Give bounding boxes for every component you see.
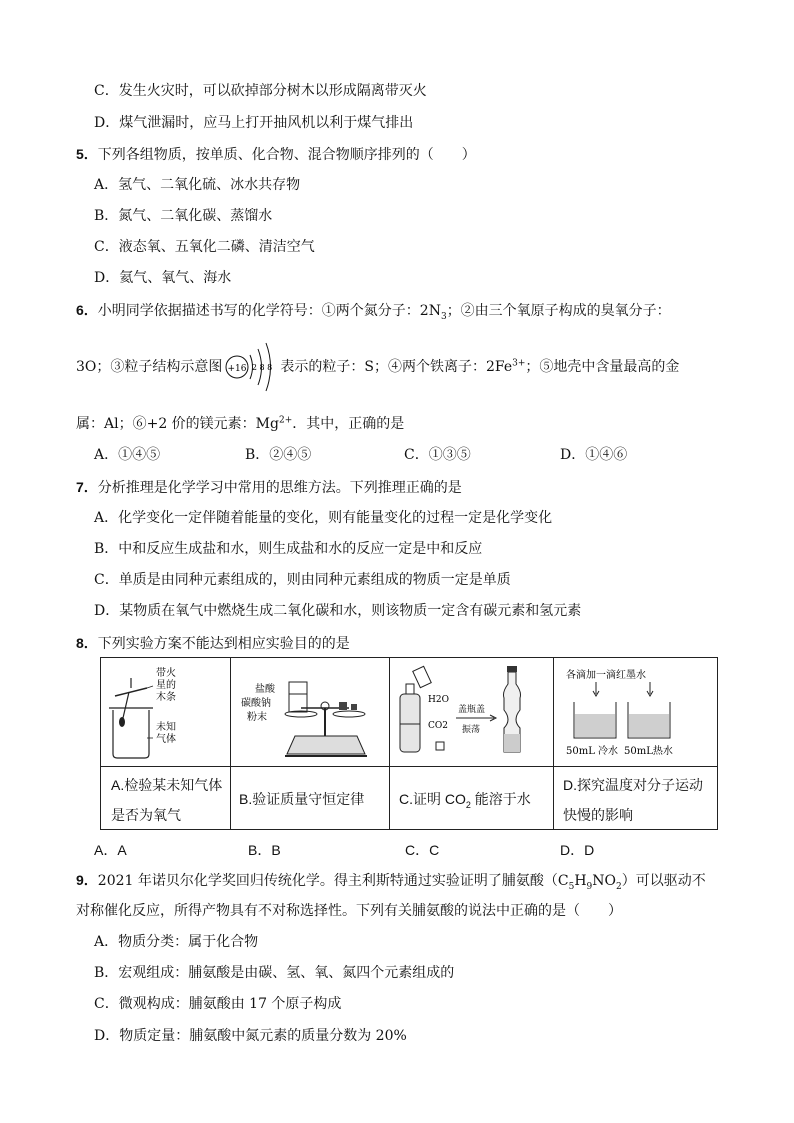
cell-a-line: 是否为氧气	[111, 807, 181, 823]
q6-text: ．其中，正确的是	[292, 416, 405, 432]
q9-option-c: C．微观构成：脯氨酸由 17 个原子构成	[94, 996, 342, 1012]
cell-d-text	[563, 770, 703, 830]
figure-c-label: CO2	[428, 721, 448, 731]
figure-a-label: 带火	[156, 668, 176, 679]
figure-c-co2-bottle	[390, 658, 553, 766]
q6-sup: 2+	[278, 415, 293, 426]
figure-b-label: 盐酸	[255, 684, 275, 695]
q7-stem-text: 分析推理是化学学习中常用的思维方法。下列推理正确的是	[97, 480, 462, 496]
cell-d-line: 快慢的影响	[563, 807, 633, 823]
q6-sup: 3+	[512, 358, 526, 369]
q6-text: 属：Al；⑥+2 价的镁元素：Mg	[76, 416, 279, 432]
figure-d-label: 50mL 冷水	[566, 746, 619, 757]
figure-c-label: 盖瓶盖	[458, 705, 486, 715]
q5-option-b: B．氮气、二氧化碳、蒸馏水	[94, 208, 273, 224]
q8-stem-text: 下列实验方案不能达到相应实验目的的是	[97, 636, 350, 652]
q9-sub: 5	[568, 881, 575, 892]
cell-c-part: 能溶于水	[470, 791, 531, 807]
cell-c-text	[399, 784, 531, 814]
q7-option-a: A．化学变化一定伴随着能量的变化，则有能量变化的过程一定是化学变化	[94, 510, 553, 526]
q5-option-a: A．氢气、二氧化硫、冰水共存物	[94, 177, 301, 193]
q5-stem-text: 下列各组物质，按单质、化合物、混合物顺序排列的（ ）	[97, 147, 476, 163]
q9-text: ）可以驱动不	[621, 873, 706, 889]
figure-a-label: 木条	[156, 692, 176, 703]
figure-d-label: 各滴加一滴红墨水	[566, 670, 646, 681]
figure-d-beakers	[554, 658, 718, 766]
q5-number: 5．	[76, 146, 98, 162]
q9-sub: 9	[586, 881, 593, 892]
figure-a-label: 未知	[156, 722, 176, 733]
figure-b-label: 碳酸钠	[241, 698, 271, 709]
q7-option-d: D．某物质在氧气中燃烧生成二氧化碳和水，则该物质一定含有碳元素和氢元素	[94, 603, 582, 619]
q9-text: H	[574, 873, 587, 889]
q6-sub: 3	[440, 311, 447, 322]
q9-line1	[76, 870, 706, 891]
q8-option-c: C．C	[405, 842, 440, 858]
cell-a-line: A.检验某未知气体	[111, 777, 223, 793]
figure-b-label: 粉末	[247, 712, 267, 723]
q7-option-b: B．中和反应生成盐和水，则生成盐和水的反应一定是中和反应	[94, 541, 483, 557]
q7-option-c: C．单质是由同种元素组成的，则由同种元素组成的物质一定是单质	[94, 572, 511, 588]
q8-option-b: B．B	[248, 842, 281, 858]
q9-text: 2021 年诺贝尔化学奖回归传统化学。得主利斯特通过实验证明了脯氨酸（C	[97, 873, 569, 889]
q6-text: 3O；③粒子结构示意图	[76, 359, 223, 375]
q6-text: 表示的粒子：S；④两个铁离子：2Fe	[280, 359, 513, 375]
q6-text: ；②由三个氧原子构成的臭氧分子：	[446, 303, 671, 319]
q6-line1	[76, 300, 671, 321]
q6-text: 小明同学依据描述书写的化学符号：①两个氮分子：2N	[97, 303, 441, 319]
q6-number: 6．	[76, 302, 98, 318]
q5-option-c: C．液态氧、五氧化二磷、清洁空气	[94, 239, 315, 255]
figure-a-label: 星的	[156, 680, 176, 691]
q9-number: 9．	[76, 872, 98, 888]
q6-option-a: A．①④⑤	[94, 447, 161, 463]
q9-option-a: A．物质分类：属于化合物	[94, 934, 259, 950]
cell-d-line: D.探究温度对分子运动	[563, 777, 703, 793]
atom-structure-diagram	[224, 357, 278, 377]
q4-option-d: D．煤气泄漏时，应马上打开抽风机以利于煤气排出	[94, 115, 414, 131]
atom-nucleus-label: +16	[227, 364, 247, 374]
figure-a-gas-test	[101, 658, 230, 766]
q6-option-c: C．①③⑤	[404, 447, 471, 463]
q5-option-d: D．氦气、氧气、海水	[94, 270, 232, 286]
q6-line3	[76, 414, 404, 434]
cell-c-sub: 2	[465, 799, 471, 810]
q8-option-a: A．A	[94, 842, 127, 858]
q7-number: 7．	[76, 479, 98, 495]
atom-shells-label: 2 8 8	[252, 363, 273, 372]
q5-stem	[76, 144, 476, 165]
experiment-table	[100, 657, 718, 830]
figure-c-label: 振荡	[462, 725, 481, 735]
cell-c-part: C.证明 CO	[399, 791, 466, 807]
q6-text: ；⑤地壳中含量最高的金	[525, 359, 680, 375]
q6-option-d: D．①④⑥	[560, 447, 628, 463]
q9-sub: 2	[616, 881, 622, 892]
cell-a-text	[111, 770, 222, 830]
figure-b-balance	[231, 658, 389, 766]
figure-d-label: 50mL热水	[624, 746, 673, 757]
figure-c-label: H2O	[428, 695, 449, 705]
q8-option-d: D．D	[560, 842, 595, 858]
q7-stem	[76, 477, 462, 498]
q8-stem	[76, 633, 350, 654]
figure-a-label: 气体	[156, 734, 176, 745]
q6-option-b: B．②④⑤	[245, 447, 312, 463]
q9-option-d: D．物质定量：脯氨酸中氮元素的质量分数为 20%	[94, 1028, 407, 1044]
q9-line2: 对称催化反应，所得产物具有不对称选择性。下列有关脯氨酸的说法中正确的是（ ）	[76, 903, 622, 919]
q6-line2	[76, 357, 679, 377]
q9-option-b: B．宏观组成：脯氨酸是由碳、氢、氧、氮四个元素组成的	[94, 965, 455, 981]
cell-b-text: B.验证质量守恒定律	[239, 791, 365, 807]
q8-number: 8．	[76, 635, 98, 651]
q9-text: NO	[592, 873, 617, 889]
q4-option-c: C．发生火灾时，可以砍掉部分树木以形成隔离带灭火	[94, 83, 427, 99]
